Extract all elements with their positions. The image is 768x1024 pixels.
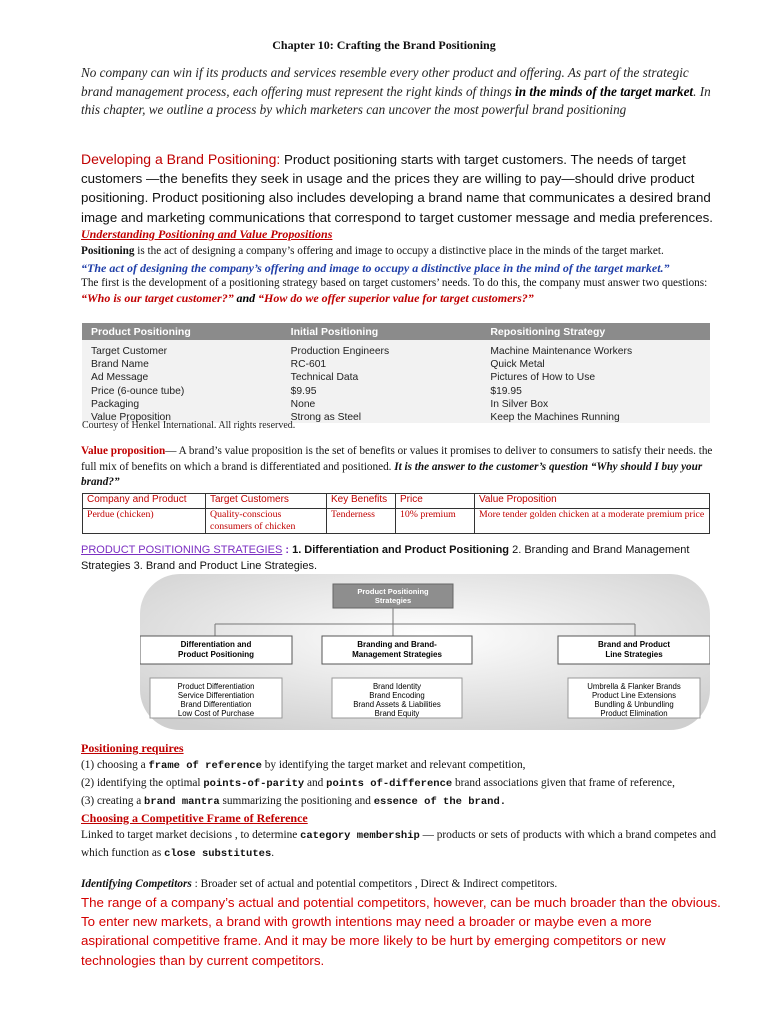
competitors-red-paragraph: The range of a company’s actual and potential competitors, however, can be much broader than the obvious. To enter new markets, a brand with growth intentions may need a broader or maybe even a more aspirational competitive frame. And it may be more likely to be hurt by emerging competitors or new technologies than by current competitors. <box>81 895 721 968</box>
strategies-heading: PRODUCT POSITIONING STRATEGIES <box>81 544 283 556</box>
identifying-competitors-section: Identifying Competitors : Broader set of actual and potential competitors , Direct & Indirect competitors. The range of a company’s actual and potential competitors, however, can be much broader than the obvious. To enter new markets, a brand with growth intentions may need a broader or maybe even a more aspirational competitive frame. And it may be more likely to be hurt by emerging competitors or new technologies than by current competitors. <box>81 876 721 970</box>
positioning-requires <box>81 740 721 811</box>
page-title: Chapter 10: Crafting the Brand Positioning <box>272 38 496 52</box>
table-row: Target Customer Production Engineers Machine Maintenance Workers <box>91 346 633 358</box>
courtesy-note: Courtesy of Henkel International. All rights reserved. <box>82 420 296 431</box>
svg-text:Brand Encoding: Brand Encoding <box>369 691 425 700</box>
developing-paragraph: Developing a Brand Positioning: Product positioning starts with target customers. The needs of target customers —the benefits they seek in usage and the prices they are willing to pay—should drive product positioning. Product positioning also includes developing a brand name that communicates a desired brand image and marketing communications that correspond to target customer message and media preferences. <box>81 151 713 225</box>
value-proposition-table <box>82 493 710 534</box>
svg-text:Brand Assets & Liabilities: Brand Assets & Liabilities <box>353 700 441 709</box>
svg-text:Service Differentiation: Service Differentiation <box>177 691 255 700</box>
table-row: Price (6-ounce tube) $9.95 $19.95 <box>91 385 522 397</box>
intro-paragraph: No company can win if its products and services resemble every other product and offering. As part of the strategic brand management process, each offering must represent the right kinds of things in the minds of the target market. In this chapter, we outline a process by which marketers can uncover the most powerful brand positioning <box>81 65 711 117</box>
choosing-frame-section: Choosing a Competitive Frame of Reference Linked to target market decisions , to determine category membership — products or sets of products with which a brand competes and which function as close substitutes. <box>81 810 721 863</box>
diagram-root-line1: Product Positioning <box>357 587 429 596</box>
strategies-paragraph: PRODUCT POSITIONING STRATEGIES : 1. Differentiation and Product Positioning 2. Branding and Brand Management Strategies 3. Brand and Product Line Strategies. <box>81 544 690 572</box>
positioning-table-header: Product Positioning Initial Positioning Repositioning Strategy <box>82 323 710 340</box>
table-row: Perdue (chicken) Quality-conscious consumers of chicken Tenderness 10% premium More tender golden chicken at a moderate premium price <box>83 509 710 534</box>
value-proposition-paragraph: Value proposition— A brand’s value proposition is the set of benefits or values it promises to deliver to consumers to satisfy their needs. the full mix of benefits on which a brand is differentiated and positioned. It is the answer to the customer’s question “Why should I buy your brand?” <box>81 445 713 488</box>
table-header-row: Company and Product Target Customers Key Benefits Price Value Proposition <box>83 494 710 509</box>
svg-text:Low Cost of Purchase: Low Cost of Purchase <box>177 709 255 718</box>
competitors-heading: Identifying Competitors <box>81 878 192 890</box>
understanding-heading: Understanding Positioning and Value Propositions <box>81 227 333 241</box>
svg-text:Bundling & Unbundling: Bundling & Unbundling <box>594 700 674 709</box>
diagram-root-line2: Strategies <box>374 596 412 605</box>
svg-text:Brand Differentiation: Brand Differentiation <box>180 700 252 709</box>
developing-lead: Developing a Brand Positioning: <box>81 151 281 167</box>
diagram-branch-3-title: Line Strategies <box>605 650 663 659</box>
diagram-branch-3-title: Brand and Product <box>597 640 671 649</box>
table-row: Brand Name RC-601 Quick Metal <box>91 359 545 371</box>
requires-item-1: (1) choosing a frame of reference by identifying the target market and relevant competition, <box>81 759 526 772</box>
svg-text:Product Line Extensions: Product Line Extensions <box>591 691 677 700</box>
diagram-branch-2-title: Management Strategies <box>352 650 442 659</box>
understanding-section <box>81 227 721 308</box>
diagram-branch-1-title: Differentiation and <box>180 640 252 649</box>
table-row: Ad Message Technical Data Pictures of How to Use <box>91 372 596 384</box>
svg-text:Brand Identity: Brand Identity <box>372 682 422 691</box>
choosing-heading: Choosing a Competitive Frame of Reference <box>81 811 308 825</box>
svg-text:Brand Equity: Brand Equity <box>374 709 420 718</box>
svg-text:Product Differentiation: Product Differentiation <box>177 682 255 691</box>
two-questions: The first is the development of a positioning strategy based on target customers’ needs. To do this, the company must answer two questions: “Who is our target customer?” and “How do we offer superior value for target customers?” <box>81 276 708 305</box>
table-row: Packaging None In Silver Box <box>91 398 549 410</box>
table-row: Value Proposition Strong as Steel Keep the Machines Running <box>91 412 620 424</box>
diagram-branch-1-title: Product Positioning <box>178 650 254 659</box>
svg-text:Product Elimination: Product Elimination <box>600 709 668 718</box>
requires-item-3: (3) creating a brand mantra summarizing the positioning and essence of the brand. <box>81 795 507 808</box>
positioning-quote: “The act of designing the company’s offering and image to occupy a distinctive place in the mind of the target market.” <box>81 260 670 275</box>
diagram-branch-2-title: Branding and Brand- <box>357 640 437 649</box>
requires-heading: Positioning requires <box>81 741 184 755</box>
strategies-diagram <box>140 574 710 730</box>
positioning-definition: Positioning is the act of designing a company’s offering and image to occupy a distinctive place in the minds of the target market. <box>81 245 664 257</box>
positioning-table <box>82 323 710 423</box>
svg-text:Umbrella & Flanker Brands: Umbrella & Flanker Brands <box>587 682 681 691</box>
requires-item-2: (2) identifying the optimal points-of-parity and points of-difference brand associations given that frame of reference, <box>81 777 675 790</box>
